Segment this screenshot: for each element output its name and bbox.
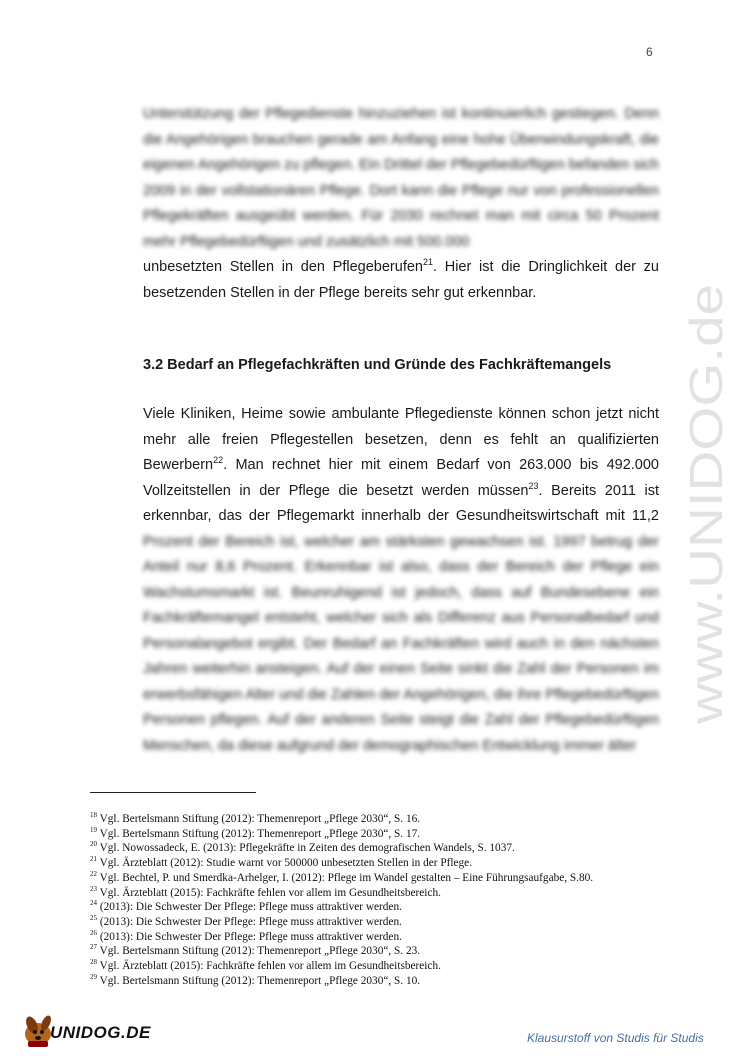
footnote-number: 20 bbox=[90, 840, 97, 849]
footnote-text: Vgl. Ärzteblatt (2015): Fachkräfte fehlen vor allem im Gesundheitsbereich. bbox=[97, 886, 441, 899]
footnote-separator bbox=[90, 792, 256, 793]
footnote-ref-23[interactable]: 23 bbox=[528, 480, 539, 491]
footnote-number: 21 bbox=[90, 855, 97, 864]
footnote-item bbox=[90, 900, 593, 915]
footnote-text: Vgl. Ärzteblatt (2012): Studie warnt vor 500000 unbesetzten Stellen in der Pflege. bbox=[97, 857, 473, 870]
footnote-ref-21[interactable]: 21 bbox=[422, 257, 433, 268]
footnote-text: (2013): Die Schwester Der Pflege: Pflege muss attraktiver werden. bbox=[97, 930, 402, 943]
footnote-item bbox=[90, 944, 593, 959]
footnote-number: 22 bbox=[90, 870, 97, 879]
footnote-number: 29 bbox=[90, 972, 97, 981]
paragraph-1-line-a-rest: . Hier ist die Dringlichkeit der zu bbox=[433, 259, 659, 275]
footnote-text: Vgl. Ärzteblatt (2015): Fachkräfte fehlen vor allem im Gesundheitsbereich. bbox=[97, 960, 441, 973]
paragraph-2-sharp-text bbox=[143, 402, 659, 530]
watermark bbox=[678, 278, 734, 728]
footnote-item bbox=[90, 915, 593, 930]
paragraph-2 bbox=[143, 402, 659, 760]
footnote-number: 23 bbox=[90, 884, 97, 893]
footnote-item bbox=[90, 959, 593, 974]
footnote-text: Vgl. Bertelsmann Stiftung (2012): Themenreport „Pflege 2030“, S. 23. bbox=[97, 945, 421, 958]
logo-text: UNIDOG.DE bbox=[50, 1023, 151, 1042]
footnote-number: 26 bbox=[90, 928, 97, 937]
footnote-text: Vgl. Bertelsmann Stiftung (2012): Themenreport „Pflege 2030“, S. 17. bbox=[97, 827, 421, 840]
footnote-text: (2013): Die Schwester Der Pflege: Pflege muss attraktiver werden. bbox=[97, 901, 402, 914]
paragraph-1-line-a-text: unbesetzten Stellen in den Pflegeberufen bbox=[143, 259, 423, 275]
footnote-item bbox=[90, 930, 593, 945]
paragraph-2-sentence-3: . Bereits 2011 ist erkennbar, das der Pflegemarkt innerhalb der Gesundheitswirtschaft mit 11,2 bbox=[143, 482, 659, 524]
footnote-ref-22[interactable]: 22 bbox=[213, 455, 224, 466]
footnote-item bbox=[90, 856, 593, 871]
watermark-text: www.UNIDOG.de bbox=[680, 366, 732, 724]
footnote-text: Vgl. Bechtel, P. und Smerdka-Arhelger, I. (2012): Pflege im Wandel gestalten – Eine Führungsaufgabe, S.80. bbox=[97, 871, 594, 884]
footnote-text: Vgl. Bertelsmann Stiftung (2012): Themenreport „Pflege 2030“, S. 16. bbox=[97, 813, 421, 825]
paragraph-1-line-a bbox=[143, 255, 659, 281]
paragraph-1 bbox=[143, 102, 659, 306]
paragraph-1-line-b: besetzenden Stellen in der Pflege bereits sehr gut erkennbar. bbox=[143, 284, 537, 301]
footnote-text: (2013): Die Schwester Der Pflege: Pflege muss attraktiver werden. bbox=[97, 915, 402, 928]
footnote-item bbox=[90, 841, 593, 856]
footnote-item bbox=[90, 974, 593, 989]
footnote-item bbox=[90, 886, 593, 901]
section-heading: 3.2 Bedarf an Pflegefachkräften und Gründe des Fachkräftemangels bbox=[143, 357, 612, 373]
paragraph-2-blurred-text: Prozent der Bereich ist, welcher am stärksten gewachsen ist. 1997 betrug der Anteil nur 8,6 Prozent. Erkennbar ist also, dass der Bereich der Pflege ein Wachstumsmarkt ist. Beunruhigend ist jedoch, dass auf Bundesebene ein Fachkräftemangel entsteht, welcher sich als Differenz aus Personalbedarf und Personalangebot ergibt. Der Bedarf an Fachkräften wird auch in den nächsten Jahren weiterhin ansteigen. Auf der einen Seite sinkt die Zahl der Personen im erwerbsfähigen Alter und die Zahlen der Angehörigen, die ihre Pflegebedürftigen Personen pflegen. Auf der anderen Seite steigt die Zahl der Pflegebedürftigen Menschen, da diese aufgrund der demographischen Entwicklung immer älter bbox=[143, 533, 659, 754]
footnote-item bbox=[90, 871, 593, 886]
footnote-text: Vgl. Bertelsmann Stiftung (2012): Themenreport „Pflege 2030“, S. 10. bbox=[97, 974, 421, 987]
footnote-number: 27 bbox=[90, 943, 97, 952]
footer-slogan: Klausurstoff von Studis für Studis bbox=[527, 1031, 704, 1045]
paragraph-1-blurred-text: Unterstützung der Pflegedienste hinzuziehen ist kontinuierlich gestiegen. Denn die Angehörigen brauchen gerade am Anfang eine hohe Überwindungskraft, die eigenen Angehörigen zu pflegen. Ein Drittel der Pflegebedürftigen befanden sich 2009 in der vollstationären Pflege. Dort kann die Pflege nur von professionellen Pflegekräften ausgeübt werden. Für 2030 rechnet man mit circa 50 Prozent mehr Pflegebedürftigen und zusätzlich mit 500.000 bbox=[143, 106, 659, 250]
footnote-number: 19 bbox=[90, 825, 97, 834]
footnotes bbox=[90, 812, 593, 988]
footnote-item bbox=[90, 812, 593, 827]
footnote-number: 28 bbox=[90, 958, 97, 967]
footnote-text: Vgl. Nowossadeck, E. (2013): Pflegekräfte in Zeiten des demografischen Wandels, S. 1037. bbox=[97, 842, 515, 855]
page-number: 6 bbox=[646, 45, 653, 59]
footnote-number: 18 bbox=[90, 811, 97, 820]
footnote-item bbox=[90, 827, 593, 842]
footnote-number: 24 bbox=[90, 899, 97, 908]
paragraph-2-sentence-1: Viele Kliniken, Heime sowie ambulante Pflegedienste können schon jetzt nicht mehr alle freien Pflegestellen besetzen, denn es fehlt an qualifizierten Bewerbern bbox=[143, 406, 659, 473]
footnote-number: 25 bbox=[90, 914, 97, 923]
paragraph-2-sentence-2: . Man rechnet hier mit einem Bedarf von 263.000 bis 492.000 Vollzeitstellen in der Pflege die besetzt werden müssen bbox=[143, 457, 659, 499]
